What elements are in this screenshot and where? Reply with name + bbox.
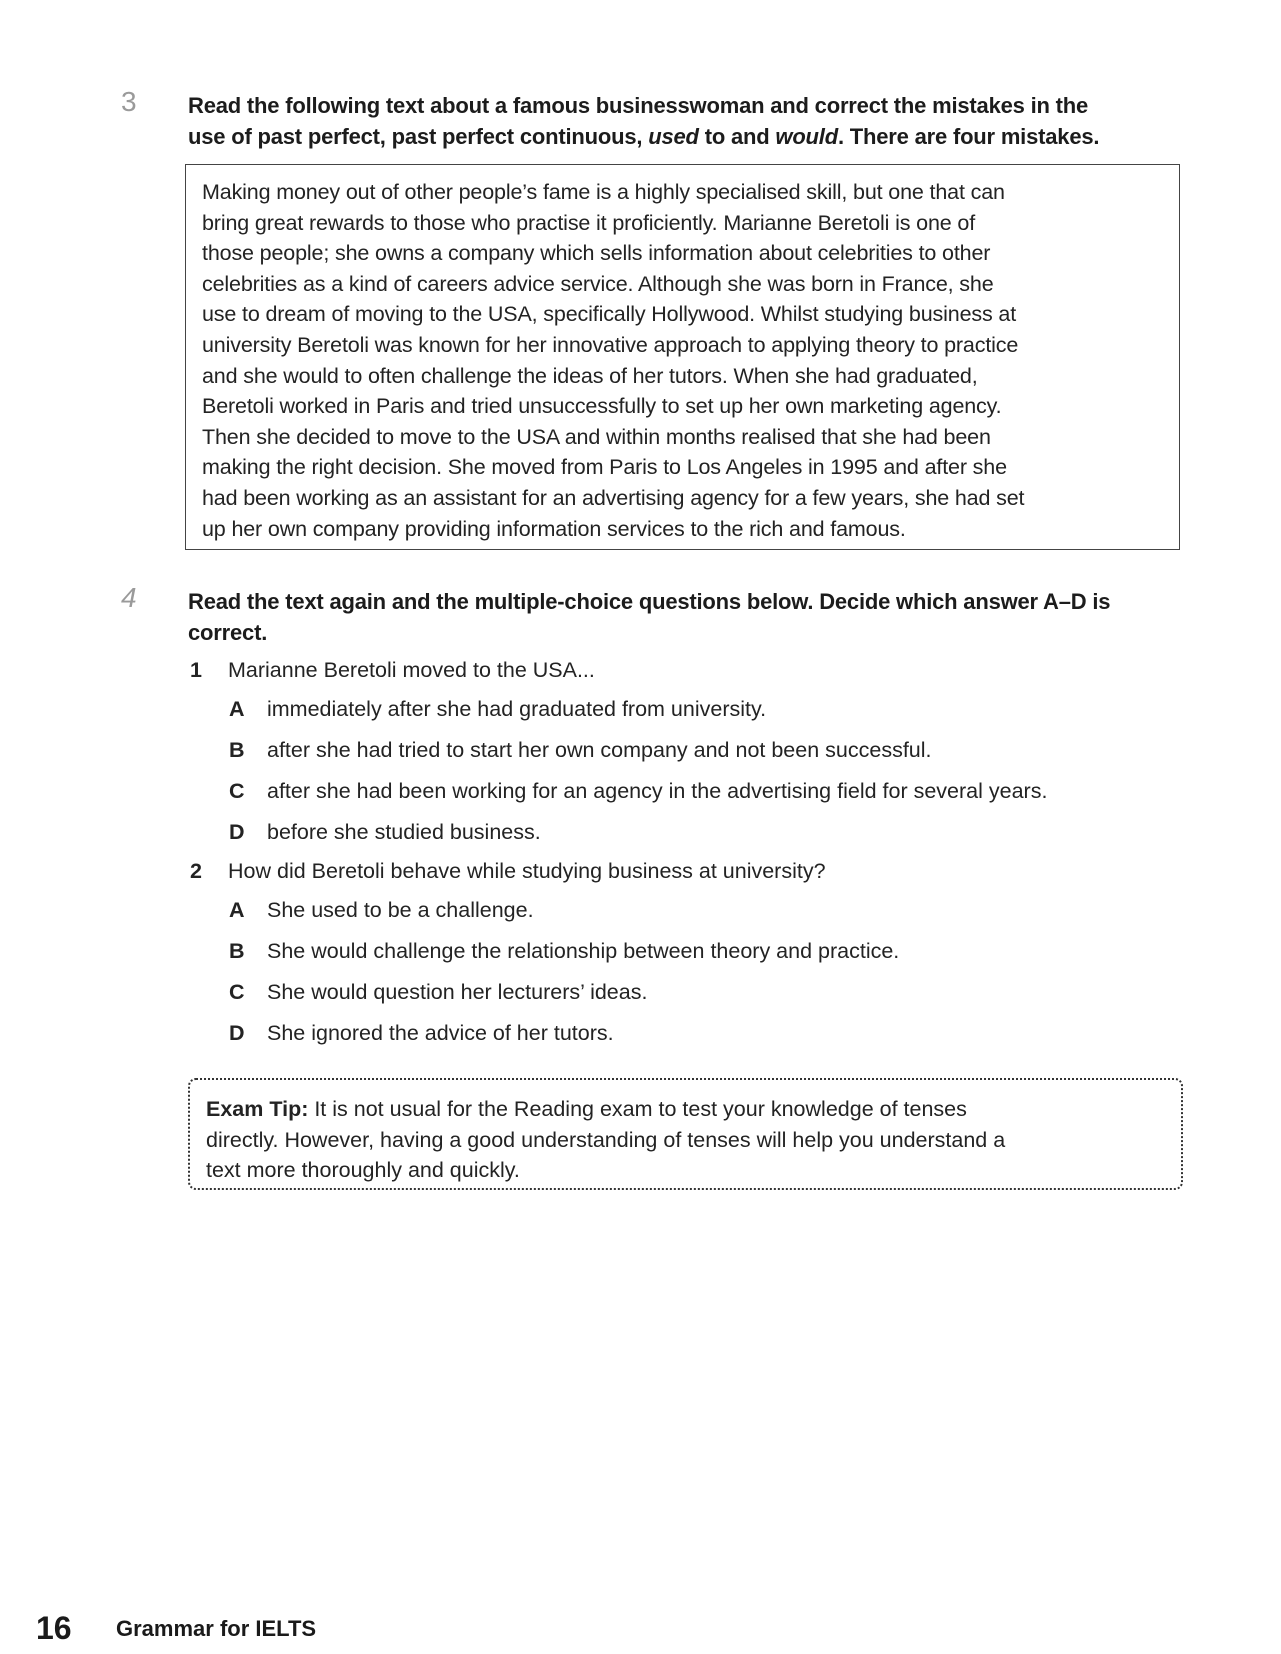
option-letter: B	[229, 939, 245, 963]
question-1-option-a[interactable]	[229, 697, 766, 722]
instruction-text: Read the text again and the multiple-choice questions below. Decide which answer A–D is	[188, 589, 1111, 614]
exam-tip-text: It is not usual for the Reading exam to test your knowledge of tenses	[308, 1097, 967, 1121]
exam-tip-line: directly. However, having a good understanding of tenses will help you understand a	[206, 1127, 1006, 1152]
exam-tip-box	[188, 1078, 1183, 1190]
question-1-option-b[interactable]	[229, 738, 932, 763]
question-2-option-d[interactable]	[229, 1021, 614, 1046]
option-text: She would challenge the relationship between theory and practice.	[267, 939, 900, 963]
passage-line: those people; she owns a company which sells information about celebrities to other	[202, 241, 991, 266]
passage-line: university Beretoli was known for her innovative approach to applying theory to practice	[202, 332, 1019, 357]
option-text: before she studied business.	[267, 820, 541, 844]
exam-tip-line	[206, 1094, 1167, 1125]
option-letter: C	[229, 980, 245, 1004]
book-title: Grammar for IELTS	[116, 1616, 317, 1641]
passage-line: and she would to often challenge the ideas of her tutors. When she had graduated,	[202, 363, 978, 388]
instruction-italic-would: would	[775, 124, 838, 149]
instruction-text: correct.	[188, 620, 268, 645]
option-text: She used to be a challenge.	[267, 898, 534, 922]
option-text: She ignored the advice of her tutors.	[267, 1021, 614, 1045]
passage-line: making the right decision. She moved from Paris to Los Angeles in 1995 and after she	[202, 455, 1007, 480]
question-1-option-d[interactable]	[229, 820, 541, 845]
page-number: 16	[36, 1610, 72, 1646]
instruction-text: use of past perfect, past perfect continuous,	[188, 124, 649, 149]
instruction-text: to and	[698, 124, 776, 149]
question-text: How did Beretoli behave while studying business at university?	[228, 859, 826, 883]
exercise-4-instruction	[188, 586, 1188, 648]
passage-line: Beretoli worked in Paris and tried unsuccessfully to set up her own marketing agency.	[202, 394, 1002, 419]
reading-passage-box	[185, 164, 1180, 550]
option-letter: A	[229, 898, 245, 922]
passage-line: use to dream of moving to the USA, specifically Hollywood. Whilst studying business at	[202, 302, 1017, 327]
passage-line: Making money out of other people’s fame is a highly specialised skill, but one that can	[202, 180, 1005, 204]
exam-tip-line: text more thoroughly and quickly.	[206, 1158, 520, 1183]
question-2-option-c[interactable]	[229, 980, 647, 1005]
question-text: Marianne Beretoli moved to the USA...	[228, 658, 595, 682]
passage-line: had been working as an assistant for an advertising agency for a few years, she had set	[202, 485, 1025, 510]
option-text: after she had tried to start her own company and not been successful.	[267, 738, 932, 762]
question-1	[190, 658, 595, 683]
question-1-option-c[interactable]	[229, 779, 1047, 804]
instruction-text: . There are four mistakes.	[837, 124, 1100, 149]
passage-line: up her own company providing information services to the rich and famous.	[202, 516, 906, 541]
exercise-3-number: 3	[121, 86, 137, 117]
question-2-option-a[interactable]	[229, 898, 534, 923]
question-2-option-b[interactable]	[229, 939, 899, 964]
option-letter: D	[229, 1021, 245, 1045]
option-letter: D	[229, 820, 245, 844]
question-number: 1	[190, 658, 202, 682]
question-2	[190, 859, 826, 884]
exercise-3-instruction	[188, 90, 1188, 152]
passage-line: Then she decided to move to the USA and within months realised that she had been	[202, 424, 991, 449]
exercise-4-number: 4	[121, 582, 137, 613]
instruction-italic-used: used	[648, 124, 699, 149]
option-letter: C	[229, 779, 245, 803]
exercise-3-instruction-line1: Read the following text about a famous businesswoman and correct the mistakes in the	[188, 93, 1089, 118]
question-number: 2	[190, 859, 202, 883]
option-text: She would question her lecturers’ ideas.	[267, 980, 648, 1004]
passage-line: bring great rewards to those who practise it proficiently. Marianne Beretoli is one of	[202, 210, 976, 235]
option-letter: A	[229, 697, 245, 721]
passage-line: celebrities as a kind of careers advice service. Although she was born in France, she	[202, 271, 994, 296]
option-text: immediately after she had graduated from university.	[267, 697, 767, 721]
option-letter: B	[229, 738, 245, 762]
option-text: after she had been working for an agency in the advertising field for several years.	[267, 779, 1048, 803]
exam-tip-label: Exam Tip:	[206, 1097, 309, 1121]
